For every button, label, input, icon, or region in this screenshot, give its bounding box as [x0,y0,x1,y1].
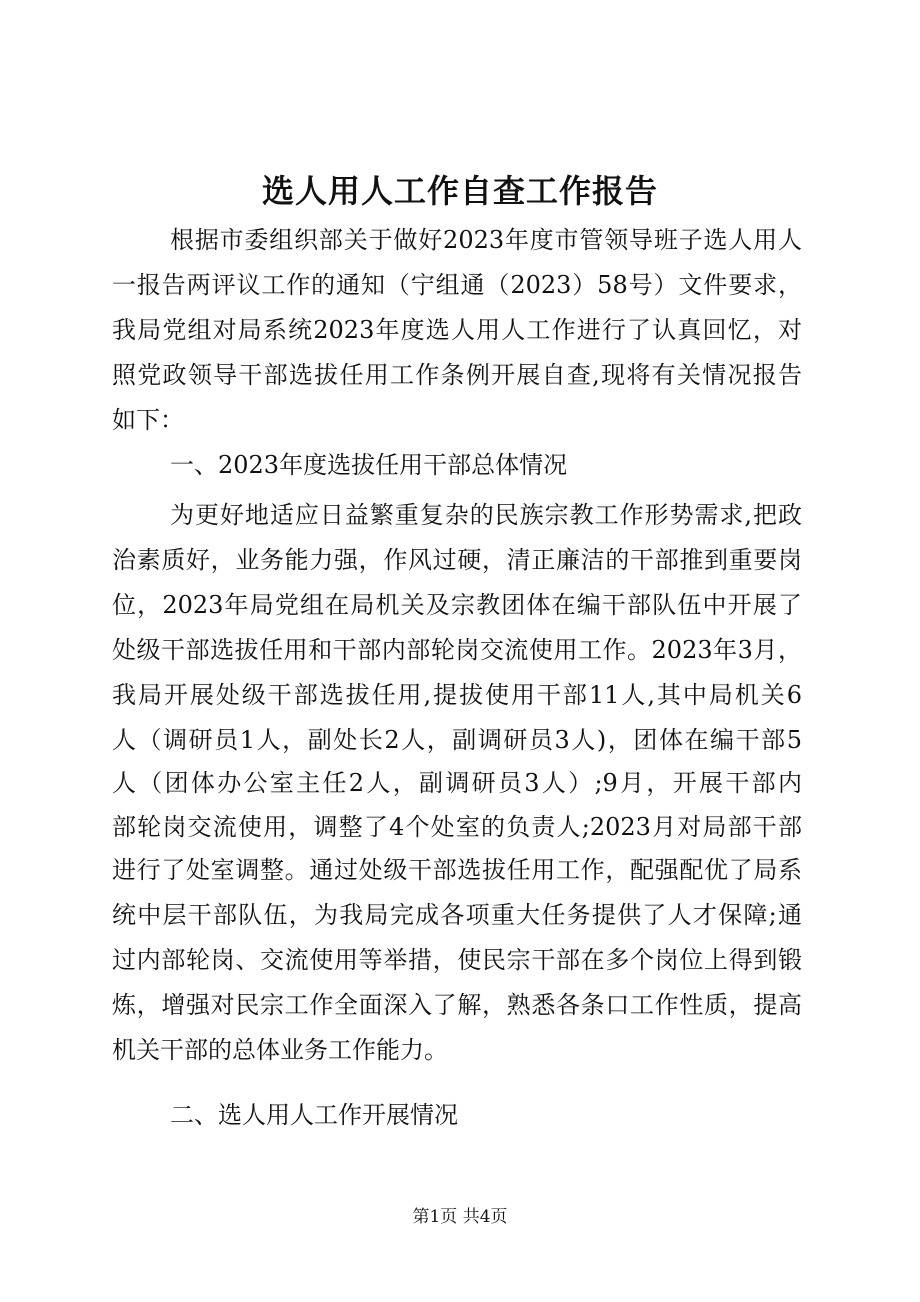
paragraph-line: 治素质好，业务能力强，作风过硬，清正廉洁的干部推到重要岗 [112,546,802,574]
paragraph-line: 根据市委组织部关于做好2023年度市管领导班子选人用人 [170,226,802,254]
page-footer: 第1页 共4页 [412,1207,508,1227]
paragraph-line: 机关干部的总体业务工作能力。 [112,1036,448,1064]
section-heading: 二、选人用人工作开展情况 [170,1101,458,1129]
paragraph-line: 我局开展处级干部选拔任用,提拔使用干部11人,其中局机关6 [112,681,802,709]
paragraph-line: 人（团体办公室主任2人，副调研员3人）;9月，开展干部内 [112,769,802,797]
document-title: 选人用人工作自查工作报告 [261,172,658,210]
section-heading: 一、2023年度选拔任用干部总体情况 [170,451,568,479]
paragraph-line: 炼，增强对民宗工作全面深入了解，熟悉各条口工作性质，提高 [112,991,802,1019]
paragraph-line: 部轮岗交流使用，调整了4个处室的负责人;2023月对局部干部 [112,813,802,841]
paragraph-line: 一报告两评议工作的通知（宁组通（2023）58号）文件要求， [112,271,802,299]
paragraph-line: 我局党组对局系统2023年度选人用人工作进行了认真回忆，对 [112,316,802,344]
paragraph-line: 人（调研员1人，副处长2人，副调研员3人)，团体在编干部5 [112,726,802,754]
paragraph-line: 如下： [112,406,184,434]
paragraph-line: 处级干部选拔任用和干部内部轮岗交流使用工作。2023年3月， [112,636,802,664]
paragraph-line: 进行了处室调整。通过处级干部选拔任用工作，配强配优了局系 [112,856,802,884]
paragraph-line: 过内部轮岗、交流使用等举措，使民宗干部在多个岗位上得到锻 [112,946,802,974]
paragraph-line: 位，2023年局党组在局机关及宗教团体在编干部队伍中开展了 [112,591,802,619]
paragraph-line: 照党政领导干部选拔任用工作条例开展自查,现将有关情况报告 [112,361,802,389]
paragraph-line: 为更好地适应日益繁重复杂的民族宗教工作形势需求,把政 [170,501,802,529]
paragraph-line: 统中层干部队伍，为我局完成各项重大任务提供了人才保障;通 [112,901,802,929]
